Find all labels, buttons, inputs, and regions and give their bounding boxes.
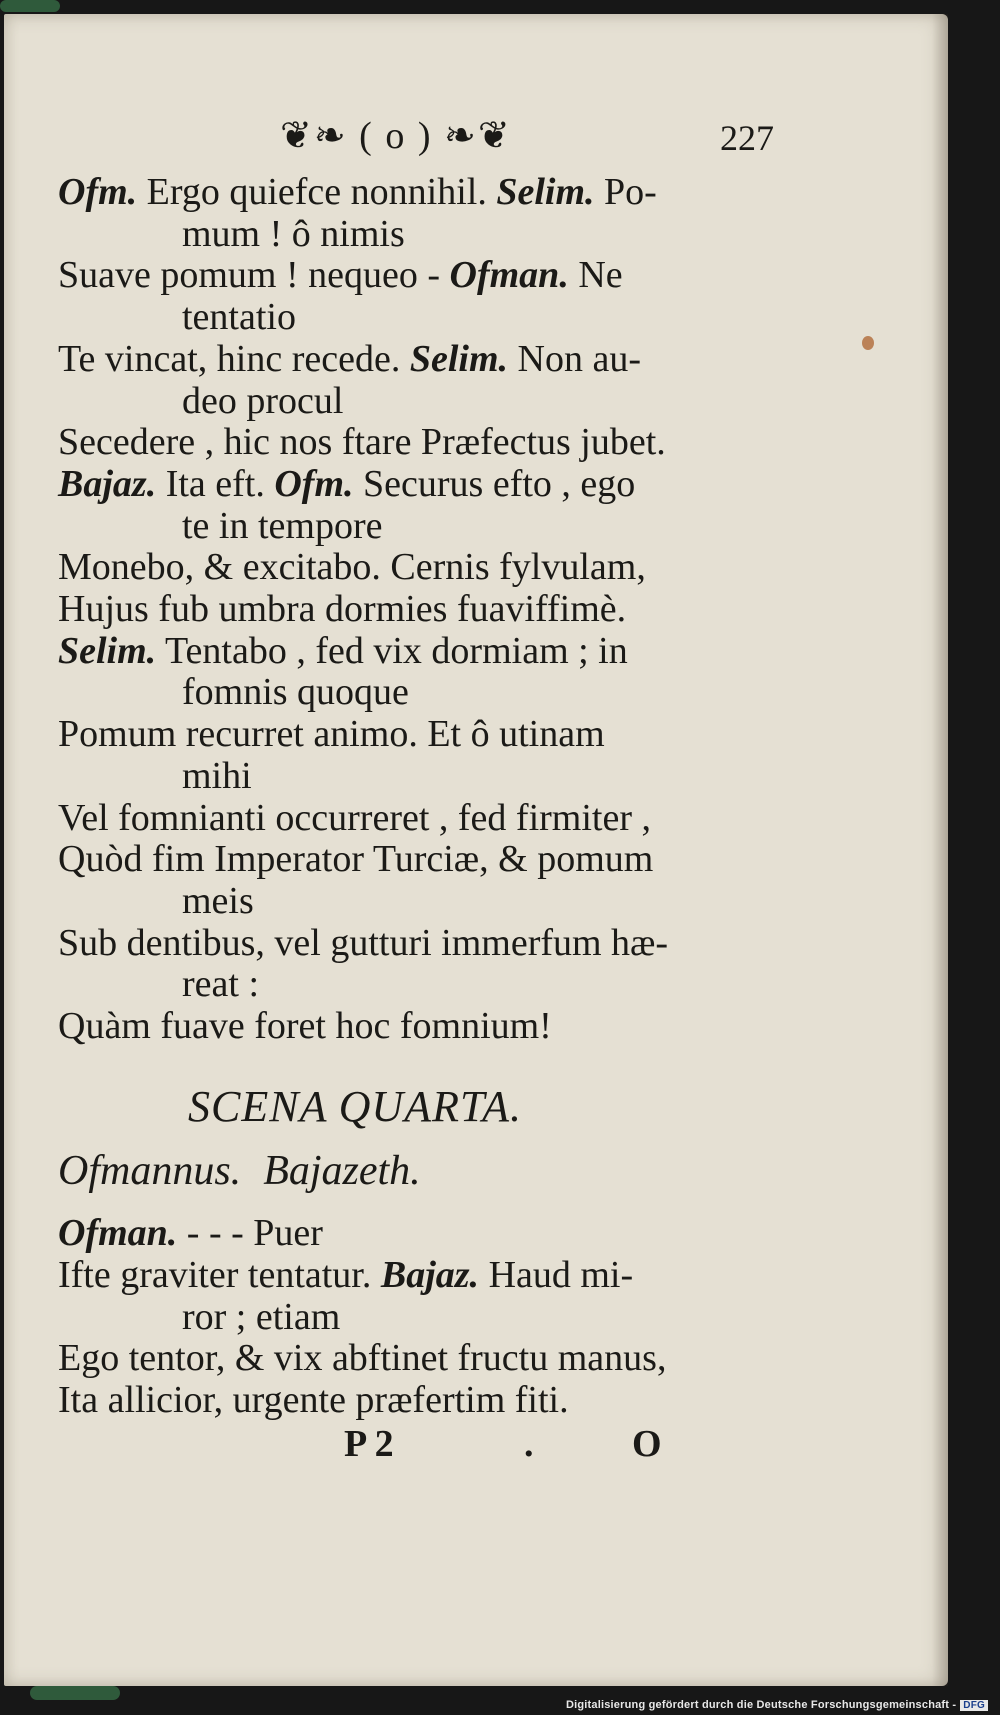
text-line bbox=[58, 798, 818, 840]
line-text: - - - Puer bbox=[177, 1212, 323, 1255]
line-text: reat : bbox=[182, 963, 260, 1006]
line-text: meis bbox=[182, 879, 254, 922]
text-line bbox=[58, 1255, 818, 1297]
line-text: Po- bbox=[594, 171, 657, 213]
line-text: mum ! ô nimis bbox=[182, 212, 405, 255]
digitization-credit bbox=[566, 1699, 988, 1711]
speaker-name: Selim. bbox=[496, 171, 595, 213]
page-text bbox=[58, 114, 818, 1468]
line-text: Hujus fub umbra dormies fuaviffimè. bbox=[58, 588, 627, 631]
line-text: Securus efto , ego bbox=[353, 462, 636, 505]
text-line bbox=[58, 714, 818, 756]
line-text: deo procul bbox=[182, 379, 344, 422]
text-line bbox=[58, 589, 818, 631]
text-line bbox=[58, 506, 818, 548]
text-line bbox=[58, 464, 818, 506]
line-text: Tentabo , fed vix dormiam ; in bbox=[156, 629, 628, 672]
line-text: Quòd fim Imperator Turciæ, & pomum bbox=[58, 838, 654, 881]
text-line bbox=[58, 214, 818, 256]
text-line bbox=[58, 672, 818, 714]
text-line bbox=[58, 881, 818, 923]
line-text: Suave pomum ! nequeo - bbox=[58, 254, 450, 297]
cast-list bbox=[58, 1148, 818, 1195]
line-text: Non au- bbox=[508, 337, 641, 380]
line-text: Vel fomnianti occurreret , fed firmiter , bbox=[58, 796, 651, 839]
ornament-header: ❦❧ ( o ) ❧❦ bbox=[280, 115, 512, 157]
text-line bbox=[58, 422, 818, 464]
speaker-name: Bajaz. bbox=[58, 462, 157, 505]
paper-stain bbox=[862, 336, 874, 350]
catchword: O bbox=[632, 1422, 662, 1465]
cast-name: Bajazeth. bbox=[263, 1148, 421, 1195]
page-number: 227 bbox=[720, 118, 774, 158]
speaker-name: Selim. bbox=[58, 629, 157, 672]
text-line bbox=[58, 1213, 818, 1255]
text-line bbox=[58, 631, 818, 673]
speaker-name: Selim. bbox=[409, 337, 509, 380]
footer-dot: . bbox=[524, 1422, 534, 1465]
text-line bbox=[58, 839, 818, 881]
text-line bbox=[58, 381, 818, 423]
line-text: Monebo, & excitabo. Cernis fylvulam, bbox=[58, 546, 646, 589]
running-head bbox=[58, 114, 818, 172]
text-line bbox=[58, 297, 818, 339]
speaker-name: Ofman. bbox=[58, 1212, 178, 1255]
line-text: Sub dentibus, vel gutturi immerfum hæ- bbox=[58, 921, 669, 964]
text-line bbox=[58, 339, 818, 381]
cast-name: Ofmannus. bbox=[58, 1148, 242, 1195]
dfg-logo: DFG bbox=[960, 1700, 988, 1711]
scene-heading: SCENA QUARTA. bbox=[188, 1081, 523, 1131]
text-line bbox=[58, 255, 818, 297]
line-text: Te vincat, hinc recede. bbox=[58, 337, 410, 380]
line-text: Ego tentor, & vix abftinet fructu manus, bbox=[58, 1337, 667, 1380]
bookmark-ribbon-bottom bbox=[30, 1686, 120, 1700]
line-text: ror ; etiam bbox=[182, 1295, 341, 1338]
line-text: Ergo quiefce nonnihil. bbox=[137, 171, 497, 213]
text-line bbox=[58, 547, 818, 589]
line-text: Ifte graviter tentatur. bbox=[58, 1253, 381, 1296]
text-line bbox=[58, 1338, 818, 1380]
line-text: Ita allicior, urgente præfertim fiti. bbox=[58, 1378, 569, 1421]
book-page bbox=[4, 14, 948, 1686]
line-text: Ne bbox=[568, 254, 623, 297]
text-line bbox=[58, 1297, 818, 1339]
line-text: fomnis quoque bbox=[182, 671, 409, 714]
dialogue-part-1 bbox=[58, 172, 818, 1048]
line-text: Pomum recurret animo. Et ô utinam bbox=[58, 713, 605, 756]
speaker-name: Ofm. bbox=[58, 171, 138, 213]
line-text: Secedere , hic nos ftare Præfectus jubet. bbox=[58, 421, 666, 464]
credit-text: Digitalisierung gefördert durch die Deutsche Forschungsgemeinschaft - bbox=[565, 1699, 957, 1711]
speaker-name: Bajaz. bbox=[380, 1253, 480, 1296]
speaker-name: Ofman. bbox=[449, 254, 569, 297]
text-line bbox=[58, 172, 818, 214]
line-text: Quàm fuave foret hoc fomnium! bbox=[58, 1005, 552, 1048]
text-line bbox=[58, 923, 818, 965]
text-line bbox=[58, 756, 818, 798]
text-line bbox=[58, 1006, 818, 1048]
text-line bbox=[58, 964, 818, 1006]
line-text: tentatio bbox=[182, 296, 296, 339]
page-footer bbox=[58, 1422, 818, 1468]
dialogue-part-2 bbox=[58, 1213, 818, 1422]
line-text: Ita eft. bbox=[156, 462, 275, 505]
signature-mark: P 2 bbox=[344, 1422, 394, 1465]
text-line bbox=[58, 1380, 818, 1422]
speaker-name: Ofm. bbox=[274, 462, 354, 505]
line-text: Haud mi- bbox=[479, 1253, 634, 1296]
line-text: te in tempore bbox=[182, 504, 383, 547]
line-text: mihi bbox=[182, 754, 252, 797]
bookmark-ribbon-top bbox=[0, 0, 60, 12]
